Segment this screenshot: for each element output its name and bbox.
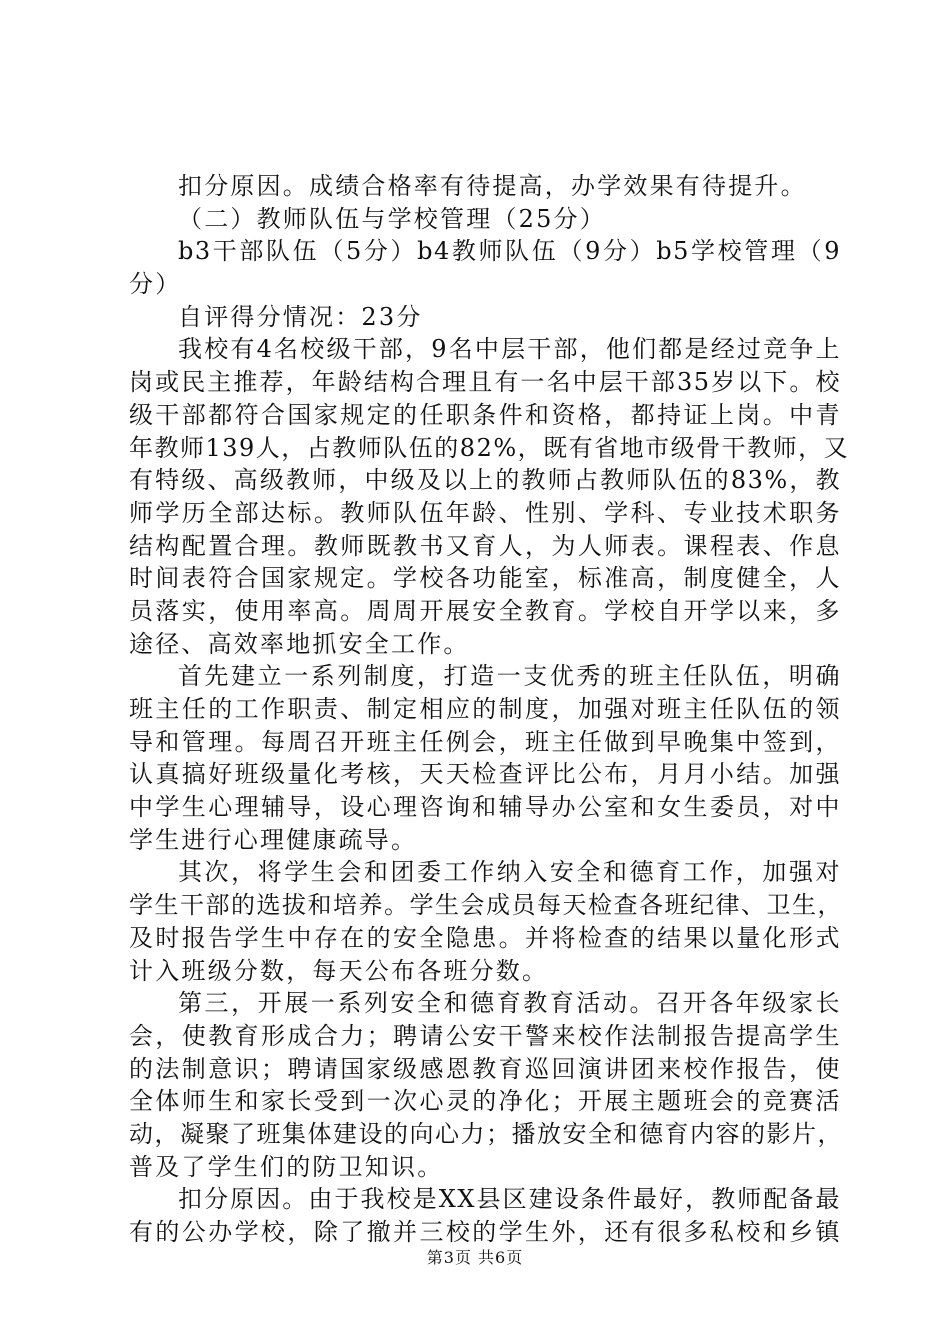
text-line: 有的公办学校，除了撤并三校的学生外，还有很多私校和乡镇 <box>129 1218 841 1246</box>
text-line: 师学历全部达标。教师队伍年龄、性别、学科、专业技术职务 <box>129 498 841 527</box>
text-line: 有特级、高级教师，中级及以上的教师占教师队伍的83%，教 <box>129 466 841 495</box>
text-line: 年教师139人，占教师队伍的82%，既有省地市级骨干教师，又 <box>129 433 850 462</box>
text-line: 动，凝聚了班集体建设的向心力；播放安全和德育内容的影片， <box>129 1119 843 1148</box>
text-line: 及时报告学生中存在的安全隐患。并将检查的结果以量化形式 <box>129 923 841 952</box>
text-line: （二）教师队伍与学校管理（25分） <box>178 204 606 233</box>
page-footer: 第3页 共6页 <box>426 1248 524 1267</box>
text-line: 员落实，使用率高。周周开展安全教育。学校自开学以来，多 <box>129 596 841 625</box>
text-line: 扣分原因。成绩合格率有待提高，办学效果有待提升。 <box>178 172 807 200</box>
text-line: 全体师生和家长受到一次心灵的净化；开展主题班会的竞赛活 <box>129 1087 841 1116</box>
text-line: 的法制意识；聘请国家级感恩教育巡回演讲团来校作报告，使 <box>129 1054 841 1083</box>
document-body <box>129 170 850 1249</box>
text-line: 途径、高效率地抓安全工作。 <box>129 629 470 658</box>
text-line: 扣分原因。由于我校是XX县区建设条件最好，教师配备最 <box>178 1185 841 1214</box>
text-line: 级干部都符合国家规定的任职条件和资格，都持证上岗。中青 <box>129 400 841 429</box>
text-line: b3干部队伍（5分）b4教师队伍（9分）b5学校管理（9 <box>178 237 841 266</box>
text-line: 岗或民主推荐，年龄结构合理且有一名中层干部35岁以下。校 <box>129 368 841 397</box>
text-line: 中学生心理辅导，设心理咨询和辅导办公室和女生委员，对中 <box>129 793 841 822</box>
text-line: 学生干部的选拔和培养。学生会成员每天检查各班纪律、卫生， <box>129 891 843 920</box>
text-line: 导和管理。每周召开班主任例会，班主任做到早晚集中签到， <box>129 727 841 756</box>
text-line: 会，使教育形成合力；聘请公安干警来校作法制报告提高学生 <box>129 1021 841 1050</box>
text-line: 结构配置合理。教师既教书又育人，为人师表。课程表、作息 <box>129 531 841 560</box>
text-line: 普及了学生们的防卫知识。 <box>129 1152 444 1181</box>
text-line: 自评得分情况：23分 <box>178 302 423 331</box>
text-line: 认真搞好班级量化考核，天天检查评比公布，月月小结。加强 <box>129 760 841 789</box>
text-line: 学生进行心理健康疏导。 <box>129 825 418 854</box>
text-line: 分） <box>129 270 182 299</box>
text-line: 其次，将学生会和团委工作纳入安全和德育工作，加强对 <box>178 858 841 887</box>
text-line: 计入班级分数，每天公布各班分数。 <box>129 956 549 985</box>
text-line: 我校有4名校级干部，9名中层干部，他们都是经过竞争上 <box>178 335 841 364</box>
text-line: 第三，开展一系列安全和德育教育活动。召开各年级家长 <box>178 989 841 1018</box>
text-line: 班主任的工作职责、制定相应的制度，加强对班主任队伍的领 <box>129 695 841 723</box>
text-line: 时间表符合国家规定。学校各功能室，标准高，制度健全，人 <box>129 564 841 593</box>
text-line: 首先建立一系列制度，打造一支优秀的班主任队伍，明确 <box>178 662 841 691</box>
